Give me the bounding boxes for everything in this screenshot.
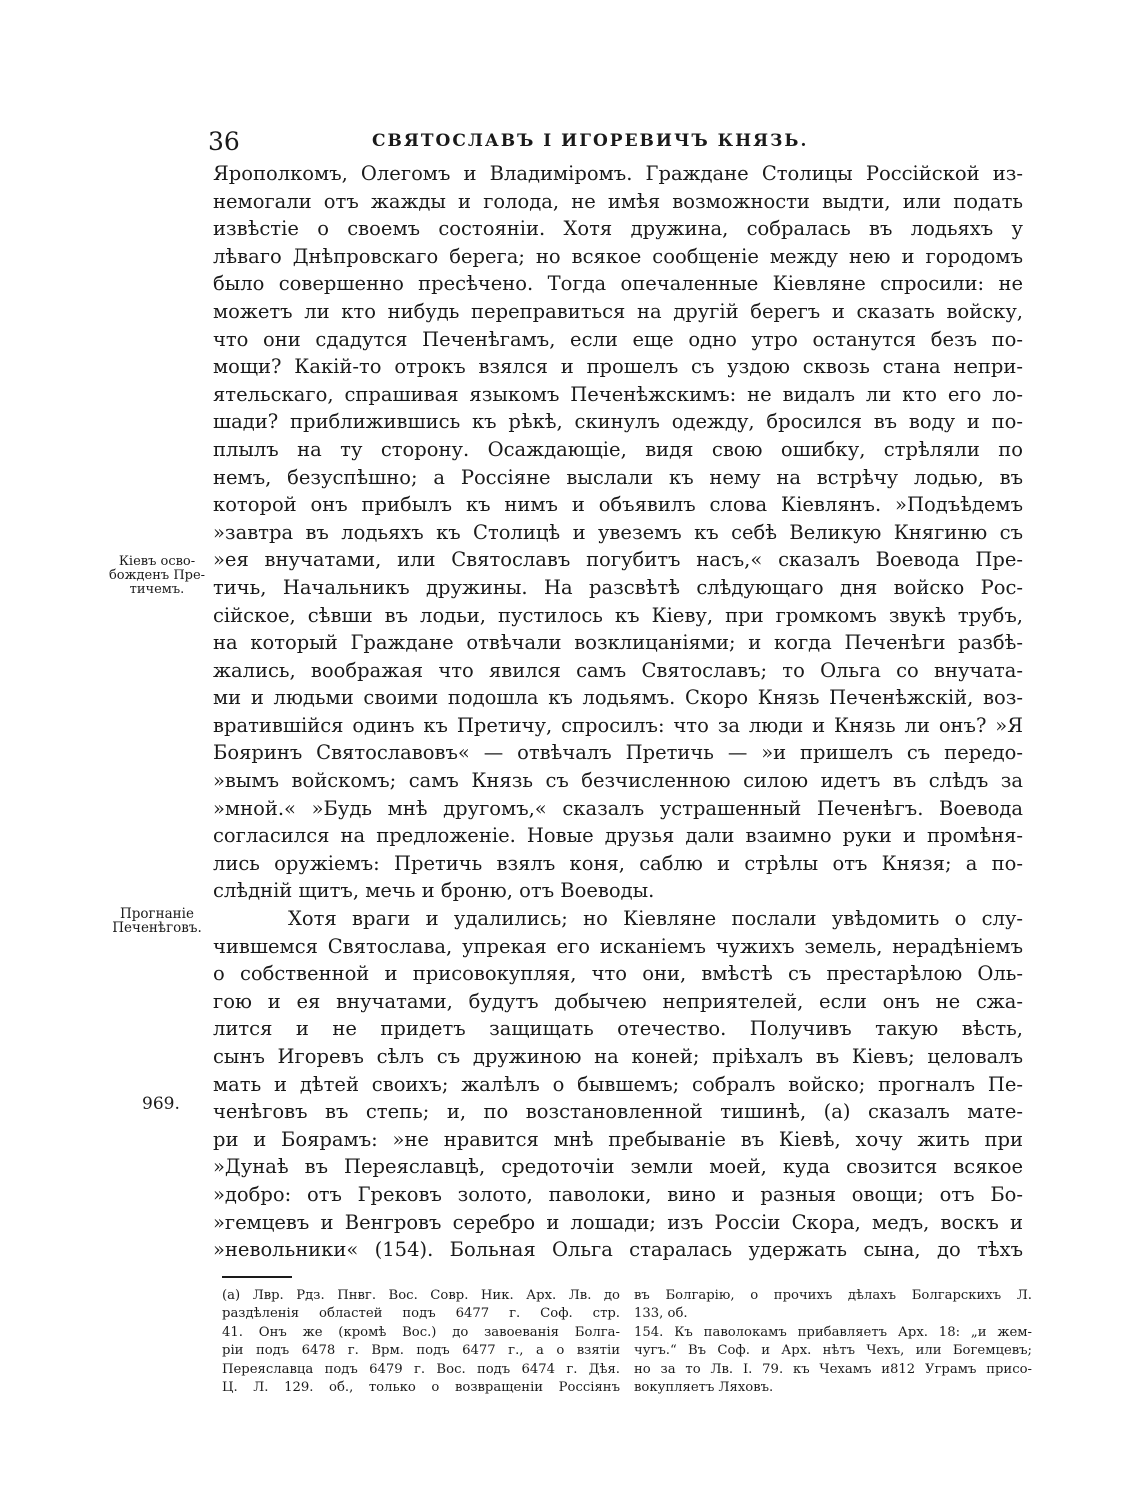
text-line: »гемцевъ и Венгровъ серебро и лошади; изъ Россіи Скора, медъ, воскъ и [213, 1210, 1023, 1234]
footnote-line: ріи подъ 6478 г. Врм. подъ 6477 г., а о взятіи [222, 1343, 620, 1359]
margin-note-year: 969. [142, 1094, 180, 1114]
text-line: »мной.« »Будь мнѣ другомъ,« сказалъ устрашенный Печенѣгъ. Воевода [213, 796, 1023, 820]
text-line: ми и людьми своими подошла къ лодьямъ. Скоро Князь Печенѣжскій, воз- [213, 686, 1023, 710]
text-line: гою и ея внучатами, будутъ добычею неприятелей, если онъ не сжа- [213, 989, 1023, 1013]
text-line: извѣстіе о своемъ состояніи. Хотя дружина, собралась въ лодьяхъ у [213, 217, 1023, 241]
text-line: лись оружіемъ: Претичь взялъ коня, саблю и стрѣлы отъ Князя; а по- [213, 851, 1023, 875]
margin-note-expulsion [108, 907, 206, 935]
text-line: сынъ Игоревъ сѣлъ съ дружиною на коней; пріѣхалъ въ Кіевъ; целовалъ [213, 1045, 1023, 1068]
text-line: Бояринъ Святославовъ« — отвѣчалъ Претичь — »и пришелъ съ передо- [213, 741, 1023, 765]
text-line: было совершенно пресѣчено. Тогда опечаленные Кіевляне спросили: не [213, 272, 1023, 296]
footnote-line: вокупляетъ Ляховъ. [634, 1379, 774, 1395]
text-line: вратившійся одинъ къ Претичу, спросилъ: что за люди и Князь ли онъ? »Я [213, 713, 1023, 737]
text-line: мать и дѣтей своихъ; жалѣлъ о бывшемъ; собралъ войско; прогналъ Пе- [213, 1072, 1023, 1096]
footnote-line: въ Болгарію, о прочихъ дѣлахъ Болгарскихъ Л. [634, 1288, 1032, 1303]
text-line: »завтра въ лодьяхъ къ Столицѣ и увеземъ къ себѣ Великую Княгиню съ [213, 520, 1023, 544]
text-line: что они сдадутся Печенѣгамъ, если еще одно утро останутся безъ по- [213, 327, 1023, 351]
text-line: мощи? Какій-то отрокъ взялся и прошелъ съ уздою сквозь стана непри- [213, 355, 1023, 379]
text-line: »ея внучатами, или Святославъ погубитъ насъ,« сказалъ Воевода Пре- [213, 548, 1023, 572]
footnotes-left-column [222, 1287, 620, 1397]
footnotes-right-column [634, 1287, 1032, 1397]
margin-note-line: тичемъ. [129, 582, 185, 597]
text-line: плылъ на ту сторону. Осаждающіе, видя свою ошибку, стрѣляли по [213, 437, 1023, 461]
running-title: СВЯТОСЛАВЪ I ИГОРЕВИЧЪ КНЯЗЬ. [372, 131, 809, 151]
margin-note-line: Прогнаніе [120, 906, 194, 922]
footnote-line: Ц. Л. 129. об., только о возвращеніи Россіянъ [222, 1379, 620, 1395]
text-line: Хотя враги и удалились; но Кіевляне послали увѣдомить о слу- [288, 907, 1023, 931]
text-line: согласился на предложеніе. Новые друзья дали взаимно руки и промѣня- [213, 824, 1023, 848]
text-line: »Дунаѣ въ Переяславцѣ, средоточіи земли моей, куда свозится всякое [213, 1155, 1023, 1179]
text-line: тичь, Начальникъ дружины. На разсвѣтѣ слѣдующаго дня войско Рос- [213, 575, 1023, 599]
footnote-line: чугъ.“ Въ Соф. и Арх. нѣтъ Чехъ, или Богемцевъ; [634, 1343, 1032, 1359]
text-line: лѣваго Днѣпровскаго берега; но всякое сообщеніе между нею и городомъ [213, 244, 1023, 268]
footnotes [222, 1287, 1032, 1397]
text-line: немъ, безуспѣшно; а Россіяне выслали къ нему на встрѣчу лодью, въ [213, 465, 1023, 489]
text-line: шади? приближившись къ рѣкѣ, скинулъ одежду, бросился въ воду и по- [213, 410, 1023, 434]
main-text [213, 160, 1023, 1264]
footnote-rule [222, 1276, 292, 1278]
footnote-line: 41. Онъ же (кромѣ Вос.) до завоеванія Болга- [222, 1324, 620, 1340]
text-line: слѣдній щитъ, мечь и броню, отъ Воеводы. [213, 879, 655, 903]
margin-note-kiev-freed [108, 555, 206, 597]
footnote-line: (а) Лвр. Рдз. Пнвг. Вос. Совр. Ник. Арх. Лв. до [222, 1288, 620, 1303]
text-line: »невольники« (154). Больная Ольга старалась удержать сына, до тѣхъ [213, 1238, 1023, 1262]
text-line: ри и Боярамъ: »не нравится мнѣ пребываніе въ Кіевѣ, хочу жить при [213, 1127, 1023, 1151]
text-line: лится и не придетъ защищать отечество. Получивъ такую вѣсть, [213, 1017, 1023, 1041]
text-line: о собственной и присовокупляя, что они, вмѣстѣ съ престарѣлою Оль- [213, 962, 1023, 986]
text-line: можетъ ли кто нибудь переправиться на другій берегъ и сказать войску, [213, 299, 1023, 323]
text-line: жались, воображая что явился самъ Святославъ; то Ольга со внучата- [213, 658, 1023, 682]
text-line: »добро: отъ Грековъ золото, паволоки, вино и разныя овощи; отъ Бо- [213, 1182, 1023, 1206]
margin-note-line: божденъ Пре- [108, 568, 206, 583]
margin-note-line: Печенѣговъ. [112, 920, 202, 936]
footnote-line: Переяславца подъ 6479 г. Вос. подъ 6474 г. Дѣя. [222, 1361, 620, 1377]
text-line: ченѣговъ въ степь; и, по возстановленной тишинѣ, (а) сказалъ мате- [213, 1100, 1023, 1124]
text-line: чившемся Святослава, упрекая его исканіемъ чужихъ земель, нерадѣніемъ [213, 934, 1023, 958]
text-line: Ярополкомъ, Олегомъ и Владиміромъ. Граждане Столицы Россійской из- [213, 162, 1023, 185]
text-line: на который Граждане отвѣчали возклицаніями; и когда Печенѣги разбѣ- [213, 631, 1023, 655]
footnote-line: раздѣленія областей подъ 6477 г. Соф. стр. [222, 1306, 620, 1322]
text-line: немогали отъ жажды и голода, не имѣя возможности выдти, или подать [213, 189, 1023, 213]
text-line: сійское, сѣвши въ лодьи, пустилось къ Кіеву, при громкомъ звукѣ трубъ, [213, 603, 1023, 627]
page-number: 36 [208, 127, 240, 156]
margin-note-line: Кіевъ осво- [118, 554, 196, 569]
footnote-line: но за то Лв. I. 79. къ Чехамъ и812 Уграмъ присо- [634, 1361, 1032, 1377]
text-line: ятельскаго, спрашивая языкомъ Печенѣжскимъ: не видалъ ли кто его ло- [213, 382, 1023, 406]
text-line: »вымъ войскомъ; самъ Князь съ безчисленною силою идетъ въ слѣдъ за [213, 769, 1023, 793]
text-line: которой онъ прибылъ къ нимъ и объявилъ слова Кіевлянъ. »Подъѣдемъ [213, 493, 1023, 517]
footnote-line: 133, об. [634, 1306, 688, 1322]
footnote-line: 154. Къ паволокамъ прибавляетъ Арх. 18: „и жем- [634, 1324, 1032, 1340]
